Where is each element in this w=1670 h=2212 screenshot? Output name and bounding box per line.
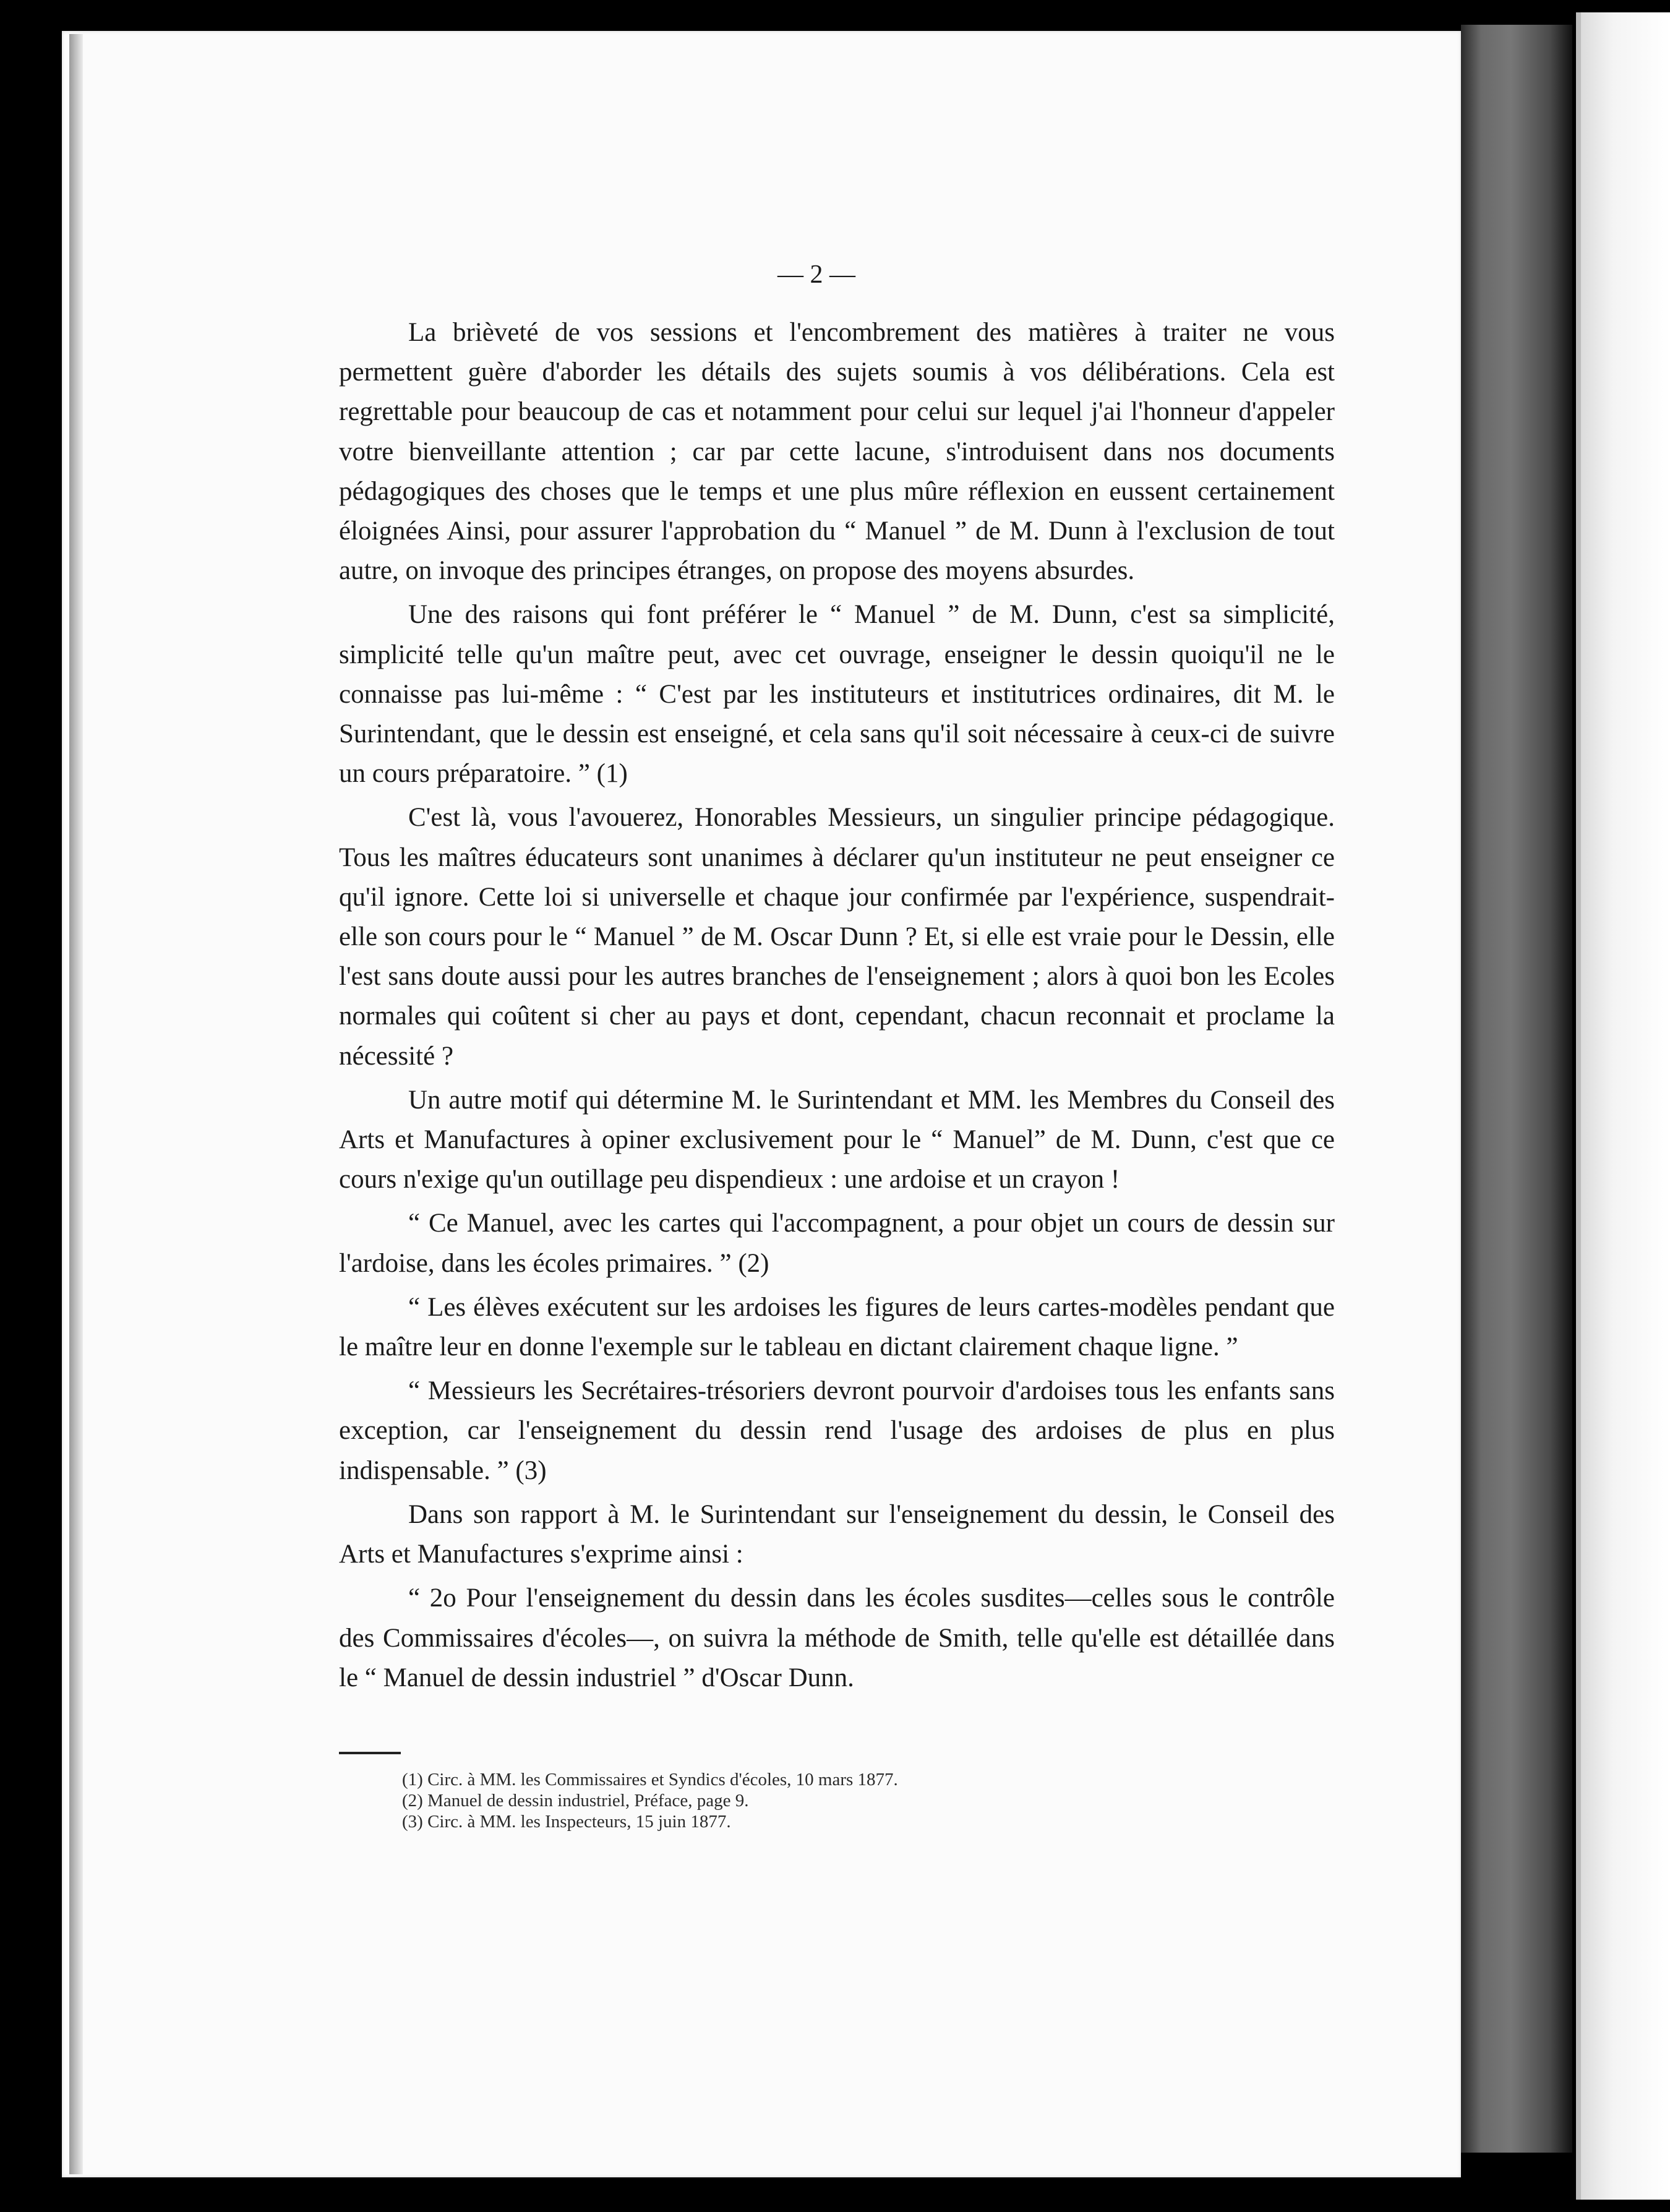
page-left-edge xyxy=(69,34,83,2174)
page-body xyxy=(339,313,1335,1702)
paragraph: Une des raisons qui font préférer le “ Manuel ” de M. Dunn, c'est sa simplicité, simplicité telle qu'un maître peut, avec cet ouvrage, enseigner le dessin quoiqu'il ne le connaisse pas lui-même : “ C'est par les instituteurs et institutrices ordinaires, dit M. le Surintendant, que le dessin est enseigné, et cela sans qu'il soit nécessaire à ceux-ci de suivre un cours préparatoire. ” (1) xyxy=(339,600,1335,789)
quotation: “ Messieurs les Secrétaires-trésoriers devront pourvoir d'ardoises tous les enfants sans exception, car l'enseignement du dessin rend l'usage des ardoises de plus en plus indispensable. ” (3) xyxy=(339,1376,1335,1485)
book-spine xyxy=(1461,25,1572,2153)
paragraph: C'est là, vous l'avouerez, Honorables Messieurs, un singulier principe pédagogique. Tous les maîtres éducateurs sont unanimes à déclarer qu'un instituteur ne peut enseigner ce qu'il ignore. Cette loi si universelle et chaque jour confirmée par l'expérience, suspendrait-elle son cours pour le “ Manuel ” de M. Oscar Dunn ? Et, si elle est vraie pour le Dessin, elle l'est sans doute aussi pour les autres branches de l'enseignement ; alors à quoi bon les Ecoles normales qui coûtent si cher au pays et dont, cependant, chacun reconnait et proclame la nécessité ? xyxy=(339,803,1335,1071)
footnote: (3) Circ. à MM. les Inspecteurs, 15 juin 1877. xyxy=(402,1812,731,1832)
adjacent-page xyxy=(1576,12,1670,2200)
adjacent-page-edge xyxy=(1576,12,1581,2200)
page-number: — 2 — xyxy=(777,260,855,289)
footnote: (1) Circ. à MM. les Commissaires et Syndics d'écoles, 10 mars 1877. xyxy=(402,1770,898,1790)
paragraph: Dans son rapport à M. le Surintendant sur l'enseignement du dessin, le Conseil des Arts et Manufactures s'exprime ainsi : xyxy=(339,1499,1335,1569)
footnote-divider xyxy=(339,1752,401,1754)
footnotes xyxy=(402,1769,1206,1832)
quotation: “ Les élèves exécutent sur les ardoises les figures de leurs cartes-modèles pendant que le maître leur en donne l'exemple sur le tableau en dictant clairement chaque ligne. ” xyxy=(339,1292,1335,1362)
footnote: (2) Manuel de dessin industriel, Préface, page 9. xyxy=(402,1791,749,1811)
quotation: “ 2o Pour l'enseignement du dessin dans les écoles susdites—celles sous le contrôle des Commissaires d'écoles—, on suivra la méthode de Smith, telle qu'elle est détaillée dans le “ Manuel de dessin industriel ” d'Oscar Dunn. xyxy=(339,1584,1335,1692)
paragraph: La brièveté de vos sessions et l'encombrement des matières à traiter ne vous permettent guère d'aborder les détails des sujets soumis à vos délibérations. Cela est regrettable pour beaucoup de cas et notamment pour celui sur lequel j'ai l'honneur d'appeler votre bienveillante attention ; car par cette lacune, s'introduisent dans nos documents pédagogiques des choses que le temps et une plus mûre réflexion en eussent certainement éloignées Ainsi, pour assurer l'approbation du “ Manuel ” de M. Dunn à l'exclusion de tout autre, on invoque des principes étranges, on propose des moyens absurdes. xyxy=(339,318,1335,586)
paragraph: Un autre motif qui détermine M. le Surintendant et MM. les Membres du Conseil des Arts et Manufactures à opiner exclusivement pour le “ Manuel” de M. Dunn, c'est que ce cours n'exige qu'un outillage peu dispendieux : une ardoise et un crayon ! xyxy=(339,1085,1335,1194)
quotation: “ Ce Manuel, avec les cartes qui l'accompagnent, a pour objet un cours de dessin sur l'ardoise, dans les écoles primaires. ” (2) xyxy=(339,1209,1335,1278)
